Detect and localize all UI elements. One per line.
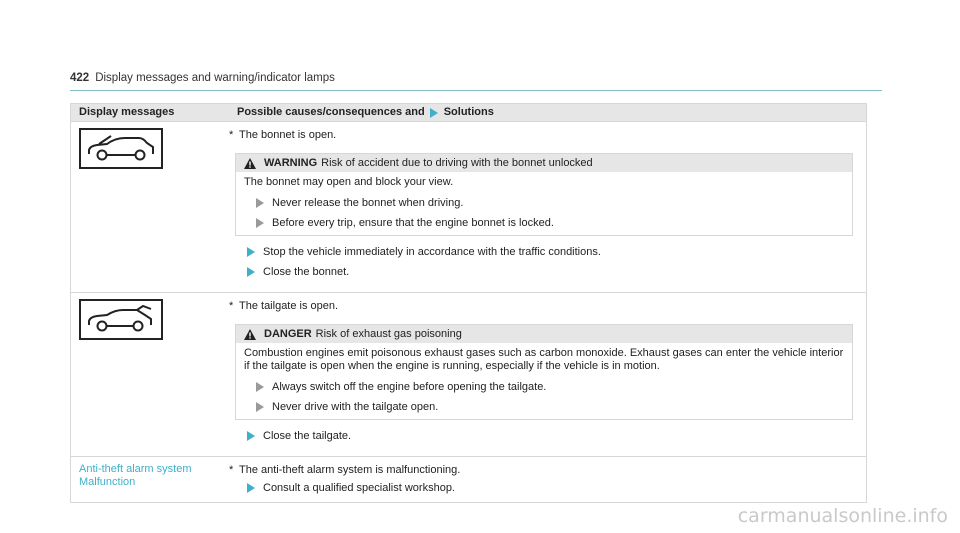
page-header xyxy=(70,72,335,84)
notice-paragraph: The bonnet may open and block your view. xyxy=(244,176,454,188)
header-rule xyxy=(70,90,882,91)
step-text: Never release the bonnet when driving. xyxy=(272,197,464,209)
solution-step xyxy=(229,430,858,442)
notice-step xyxy=(244,401,844,413)
solution-step xyxy=(229,482,858,494)
cause-item: * The anti-theft alarm system is malfunctioning. xyxy=(229,464,461,476)
warning-triangle-icon xyxy=(244,329,256,340)
notice-title xyxy=(236,154,852,172)
watermark: carmanualsonline.info xyxy=(737,505,948,527)
notice-keyword: DANGER xyxy=(264,328,312,340)
step-arrow-icon xyxy=(256,402,264,412)
display-message-label xyxy=(79,463,221,489)
cause-item: * The tailgate is open. xyxy=(229,300,339,312)
danger-notice xyxy=(235,324,853,420)
step-text: Never drive with the tailgate open. xyxy=(272,401,439,413)
solution-arrow-icon xyxy=(430,108,438,118)
step-text: Consult a qualified specialist workshop. xyxy=(263,482,455,494)
step-text: Always switch off the engine before opening the tailgate. xyxy=(272,381,547,393)
notice-keyword: WARNING xyxy=(264,157,318,169)
table-row xyxy=(71,457,866,502)
notice-step xyxy=(244,197,844,209)
display-message-cell xyxy=(71,293,229,456)
notice-title xyxy=(236,325,852,343)
display-message-cell xyxy=(71,457,229,502)
tailgate-open-icon xyxy=(79,299,163,340)
solution-step xyxy=(229,246,858,258)
cause-text: The anti-theft alarm system is malfunctioning. xyxy=(239,464,461,476)
warning-notice xyxy=(235,153,853,236)
step-text: Stop the vehicle immediately in accordance with the traffic conditions. xyxy=(263,246,601,258)
notice-heading: Risk of exhaust gas poisoning xyxy=(315,328,462,340)
notice-body xyxy=(236,343,852,419)
notice-body xyxy=(236,172,852,235)
causes-solutions-cell xyxy=(229,457,866,502)
page-title: Display messages and warning/indicator lamps xyxy=(95,72,335,84)
notice-step xyxy=(244,217,844,229)
cause-text: The bonnet is open. xyxy=(239,129,337,141)
cause-text: The tailgate is open. xyxy=(239,300,339,312)
solution-arrow-icon xyxy=(247,247,255,257)
message-line-1: Anti-theft alarm system xyxy=(79,463,192,475)
table-row xyxy=(71,293,866,457)
page-number: 422 xyxy=(70,72,90,84)
bonnet-open-icon xyxy=(79,128,163,169)
step-arrow-icon xyxy=(256,218,264,228)
step-text: Close the bonnet. xyxy=(263,266,350,278)
col-header-causes-text: Possible causes/consequences and xyxy=(237,106,425,118)
solution-step xyxy=(229,266,858,278)
col-header-display-messages: Display messages xyxy=(79,106,175,118)
warning-triangle-icon xyxy=(244,158,256,169)
notice-heading: Risk of accident due to driving with the bonnet unlocked xyxy=(321,157,593,169)
display-messages-table xyxy=(70,103,867,503)
causes-solutions-cell xyxy=(229,122,866,292)
table-header xyxy=(71,104,866,122)
cause-item: * The bonnet is open. xyxy=(229,129,337,141)
solution-arrow-icon xyxy=(247,483,255,493)
step-arrow-icon xyxy=(256,198,264,208)
step-text: Close the tailgate. xyxy=(263,430,352,442)
col-header-solutions-text: Solutions xyxy=(443,106,494,118)
notice-step xyxy=(244,381,844,393)
table-row xyxy=(71,122,866,293)
step-arrow-icon xyxy=(256,382,264,392)
solution-arrow-icon xyxy=(247,431,255,441)
solution-arrow-icon xyxy=(247,267,255,277)
message-line-2: Malfunction xyxy=(79,476,136,488)
notice-paragraph: Combustion engines emit poisonous exhaust gases such as carbon monoxide. Exhaust gases can enter the vehicle interior if the tailgate is open when the engine is running, especially if the vehicle is in motion. xyxy=(244,347,844,372)
causes-solutions-cell xyxy=(229,293,866,456)
display-message-cell xyxy=(71,122,229,292)
step-text: Before every trip, ensure that the engine bonnet is locked. xyxy=(272,217,554,229)
col-header-causes-solutions xyxy=(237,104,866,121)
